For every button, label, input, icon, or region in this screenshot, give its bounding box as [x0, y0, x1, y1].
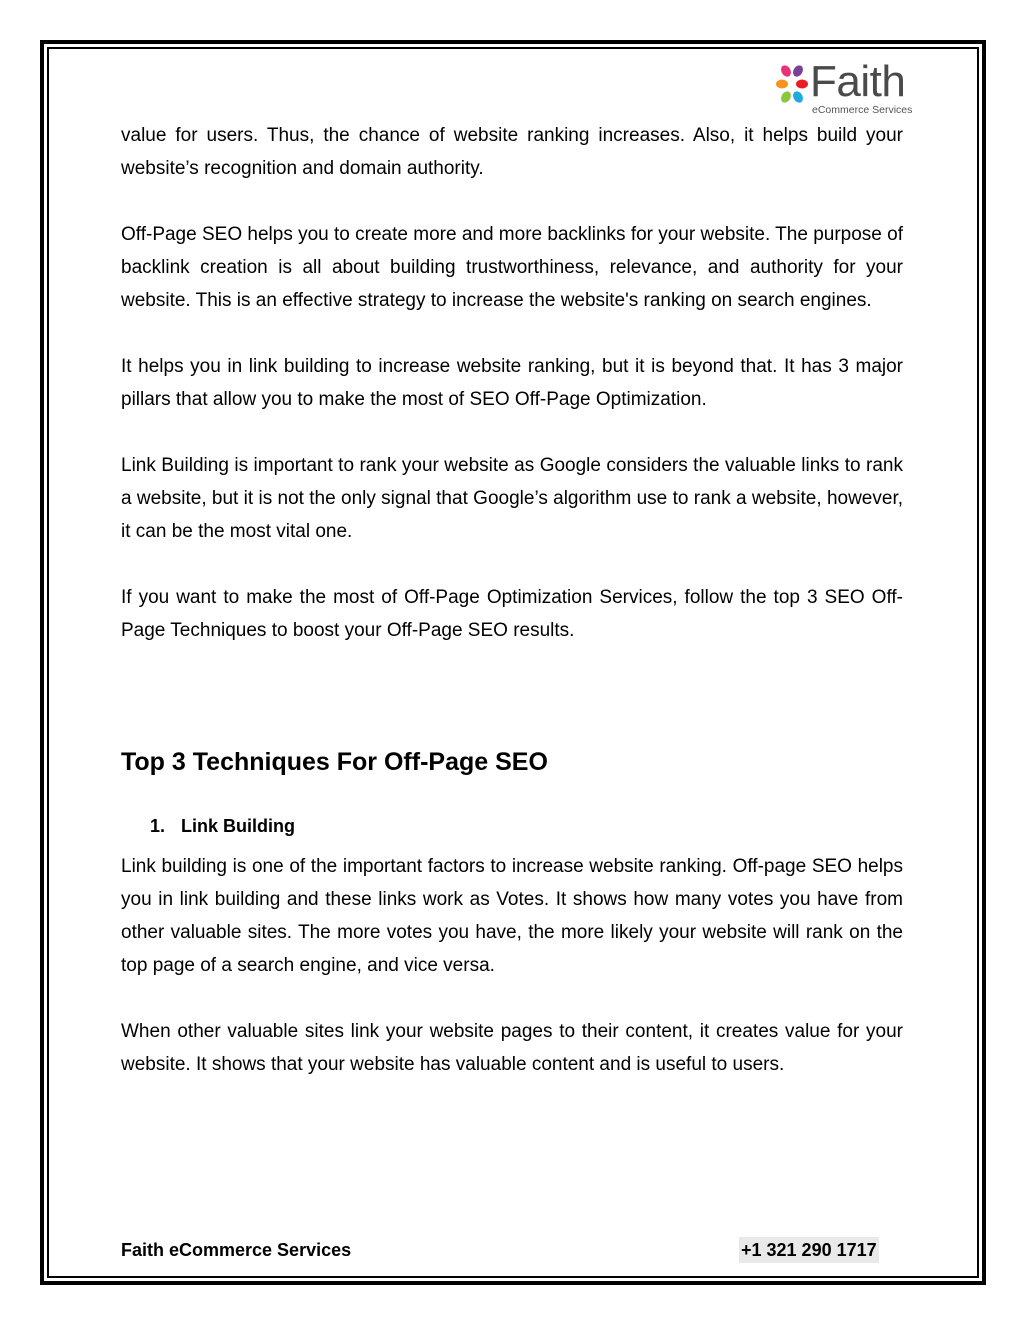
logo-wordmark: Faith — [810, 57, 906, 106]
footer-phone: +1 321 290 1717 — [739, 1237, 879, 1263]
paragraph: When other valuable sites link your website pages to their content, it creates value for your website. It shows that your website has valuable content and is useful to users. — [121, 1021, 903, 1075]
faith-logo — [776, 57, 926, 120]
body-text-block-2 — [121, 850, 903, 1081]
logo-tagline: eCommerce Services — [812, 104, 913, 116]
flower-logo-icon — [776, 64, 808, 110]
paragraph: If you want to make the most of Off-Page Optimization Services, follow the top 3 SEO Off-Page Techniques to boost your Off-Page SEO results. — [121, 587, 903, 641]
numbered-subheading — [150, 813, 295, 839]
footer-company-name: Faith eCommerce Services — [121, 1240, 352, 1260]
paragraph: Link building is one of the important factors to increase website ranking. Off-page SEO helps you in link building and these links work as Votes. It shows how many votes you have from other valuable sites. The more votes you have, the more likely your website will rank on the top page of a search engine, and vice versa. — [121, 856, 903, 976]
paragraph: value for users. Thus, the chance of website ranking increases. Also, it helps build your website’s recognition and domain authority. — [121, 125, 903, 179]
list-number: 1. — [150, 816, 166, 836]
paragraph: It helps you in link building to increase website ranking, but it is beyond that. It has 3 major pillars that allow you to make the most of SEO Off-Page Optimization. — [121, 356, 903, 410]
paragraph: Off-Page SEO helps you to create more and more backlinks for your website. The purpose of backlink creation is all about building trustworthiness, relevance, and authority for your website. This is an effective strategy to increase the website's ranking on search engines. — [121, 224, 903, 311]
section-heading: Top 3 Techniques For Off-Page SEO — [121, 748, 548, 776]
subheading-text: Link Building — [181, 816, 295, 836]
paragraph: Link Building is important to rank your website as Google considers the valuable links to rank a website, but it is not the only signal that Google’s algorithm use to rank a website, however, it can be the most vital one. — [121, 455, 903, 542]
body-text-block-1 — [121, 119, 903, 647]
